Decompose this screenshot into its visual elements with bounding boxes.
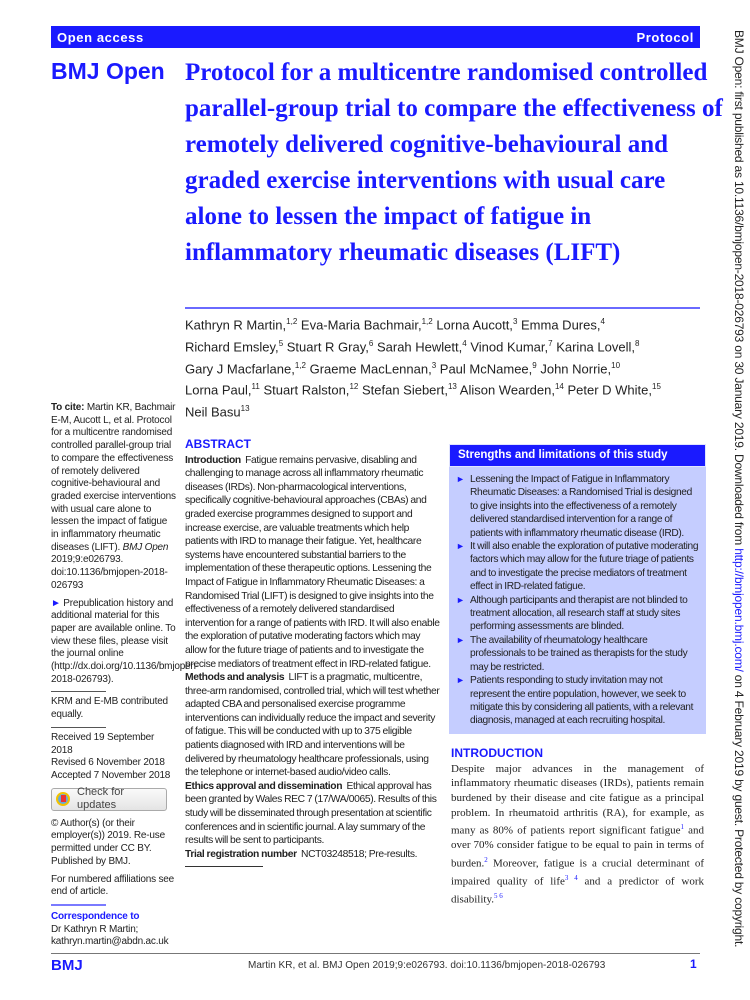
open-access-label: Open access: [57, 29, 144, 45]
journal-link[interactable]: http://bmjopen.bmj.com/: [732, 548, 746, 672]
author-name: Neil Basu: [185, 404, 241, 420]
correspondence-email[interactable]: kathryn.martin@abdn.ac.uk: [51, 936, 169, 948]
author-name: Paul McNamee,: [439, 360, 533, 376]
revised-date: Revised 6 November 2018: [51, 757, 165, 769]
author-name: John Norrie,: [540, 360, 612, 376]
margin-text: BMJ Open: first published as 10.1136/bmjopen-2018-026793 on 30 January 2019. Downloaded from: [732, 30, 746, 549]
abstract-registration: [185, 848, 443, 862]
reference-link[interactable]: 1: [680, 823, 684, 832]
author-name: Alison Wearden,: [459, 382, 555, 398]
item-text: Patients responding to study invitation may not represent the entire population, however, we seek to mitigate this by considering all patients, with a relevant diagnosis, managed at each recruiting hospital.: [470, 675, 694, 727]
section-text: NCT03248518; Pre-results.: [301, 848, 418, 860]
item-text: The availability of rheumatology healthcare professionals to be trained as therapists for the study may be restricted.: [470, 634, 688, 673]
list-item: [456, 634, 700, 674]
copyright-note: © Author(s) (or their employer(s)) 2019. Re-use permitted under CC BY. Published by BMJ.: [51, 817, 165, 867]
cite-label: To cite:: [51, 402, 85, 413]
arrow-icon: ►: [51, 597, 61, 609]
list-item: [456, 674, 700, 728]
introduction-heading: INTRODUCTION: [451, 745, 543, 760]
cite-text: Martin KR, Bachmair E-M, Aucott L, et al. Protocol for a multicentre randomised controlled parallel-group trial to compare the effectiveness of remotely delivered cognitive-behavioural and graded exercise interventions with usual care alone to lessen the impact of fatigue in inflammatory rheumatic diseases (LIFT).: [51, 402, 176, 553]
affiliation-marker: 10: [611, 360, 621, 370]
affiliation-marker: 8: [634, 338, 640, 348]
author-name: Graeme MacLennan,: [309, 360, 432, 376]
title-divider: [185, 307, 700, 309]
divider: [51, 904, 106, 906]
prepub-text[interactable]: Prepublication history and additional material for this paper are available online. To view these files, please visit the journal online (http://dx.doi.org/10.1136/bmjopen-2018-026793).: [51, 597, 199, 685]
divider: [51, 727, 106, 728]
margin-note: [732, 30, 746, 947]
affiliation-marker: 7: [548, 338, 553, 348]
author-name: Vinod Kumar,: [470, 339, 549, 355]
list-item: [456, 594, 700, 634]
abstract-ethics: [185, 780, 443, 848]
section-text: Fatigue remains pervasive, disabling and challenging to manage across all inflammatory rheumatic diseases (IRDs). Non-pharmacological interventions, specifically cognitive-behavioural approaches (CBAs) and graded exercise programmes designed to support and increase exercise, are valuable treatments which help patients with IRD to manage their fatigue. Yet, healthcare systems have encountered substantial barriers to the implementation of these therapeutic options. Lessening the Impact of Fatigue in Inflammatory Rheumatic Diseases: a Randomised Trial (LIFT) is designed to give insights into the effectiveness of a remotely delivered standardised intervention for a range of patients with IRD. It will also enable the exploration of putative moderating factors which may allow for the future triage of patients and to investigate the precise mediators of treatment effect in IRD-related fatigue.: [185, 454, 440, 670]
strengths-limitations-box: [449, 444, 706, 734]
arrow-icon: ►: [456, 474, 465, 484]
author-name: Emma Dures,: [521, 317, 601, 333]
section-label: Trial registration number: [185, 848, 297, 860]
author-name: Stuart R Gray,: [286, 339, 369, 355]
section-label: Introduction: [185, 454, 241, 466]
reference-link[interactable]: 3 4: [564, 874, 578, 883]
received-date: Received 19 September 2018: [51, 731, 155, 756]
check-updates-button[interactable]: [51, 788, 167, 811]
author-name: Eva-Maria Bachmair,: [300, 317, 422, 333]
prepub-note: [51, 597, 199, 687]
correspondence-label: Correspondence to: [51, 910, 140, 922]
affiliation-marker: 5: [278, 338, 284, 348]
abstract-introduction: [185, 454, 443, 672]
affiliation-marker: 6: [368, 338, 374, 348]
affiliation-marker: 4: [600, 317, 605, 326]
abstract-heading: ABSTRACT: [185, 437, 251, 451]
footer-divider: [51, 953, 700, 954]
article-title: Protocol for a multicentre randomised controlled parallel-group trial to compare the effectiveness of remotely delivered cognitive-behavioural and graded exercise interventions with usual care alone to lessen the impact of fatigue in inflammatory rheumatic diseases (LIFT): [185, 59, 723, 266]
text: and a predictor of work disability.: [451, 875, 705, 907]
section-text: Ethical approval has been granted by Wales REC 7 (17/WA/0065). Results of this study will be disseminated through presentation at scientific conferences and in scientific journal. A lay summary of the results will be sent to participants.: [185, 780, 437, 847]
cite-journal: BMJ Open: [122, 541, 169, 553]
sidebar: [51, 402, 199, 949]
reference-link[interactable]: 2: [484, 855, 488, 864]
affiliations-note: For numbered affiliations see end of article.: [51, 873, 174, 898]
abstract-methods: [185, 671, 443, 780]
arrow-icon: ►: [456, 675, 465, 686]
contribution-note: KRM and E-MB contributed equally.: [51, 696, 168, 721]
affiliation-marker: 1,2: [421, 317, 433, 326]
affiliation-marker: 11: [251, 382, 260, 392]
author-name: Sarah Hewlett,: [376, 339, 463, 355]
item-text: Although participants and therapist are not blinded to treatment allocation, all research staff at study sites performing assessments are blinded.: [470, 594, 688, 633]
author-name: Peter D White,: [567, 382, 652, 398]
introduction-section: [449, 746, 706, 908]
cite-ref: 2019;9:e026793. doi:10.1136/bmjopen-2018-026793: [51, 554, 168, 591]
cite-block: [51, 402, 177, 593]
section-text: LIFT is a pragmatic, multicentre, three-arm randomised, controlled trial, which will test whether adapted CBA and personalised exercise programme interventions can individually reduce the impact and severity of fatigue. This will be conducted with up to 375 eligible patients diagnosed with IRD and interventions will be delivered by rheumatology healthcare professionals, using the telephone or internet-based audio/video calls.: [185, 672, 440, 779]
divider: [51, 691, 106, 692]
affiliation-marker: 9: [532, 360, 537, 370]
arrow-icon: ►: [456, 594, 465, 605]
affiliation-marker: 3: [512, 317, 518, 326]
bmj-logo: BMJ: [51, 957, 83, 974]
affiliation-marker: 4: [462, 338, 467, 348]
affiliation-marker: 13: [447, 382, 457, 392]
right-column: [449, 444, 706, 908]
page-number: 1: [690, 957, 697, 971]
text: and over 70% consider fatigue to be equal to pain in terms of burden.: [451, 824, 704, 870]
footer-citation: Martin KR, et al. BMJ Open 2019;9:e026793. doi:10.1136/bmjopen-2018-026793: [248, 960, 606, 971]
author-list: [185, 313, 725, 422]
item-text: It will also enable the exploration of putative moderating factors which may allow for the future triage of patients and to investigate the precise mediators of treatment effect in IRD-related fatigue.: [470, 541, 699, 593]
reference-link[interactable]: 5 6: [493, 892, 503, 901]
margin-text: on 4 February 2019 by guest. Protected by copyright.: [732, 671, 746, 948]
affiliation-marker: 1,2: [294, 360, 306, 370]
author-name: Stuart Ralston,: [263, 382, 350, 398]
section-label: Methods and analysis: [185, 672, 285, 684]
item-text: Lessening the Impact of Fatigue in Inflammatory Rheumatic Diseases: a Randomised Trial is designed to give insights into the effectiveness of a remotely delivered standardised intervention for a range of patients with inflammatory rheumatic disease (IRD).: [470, 474, 692, 539]
author-name: Gary J Macfarlane,: [185, 360, 295, 376]
strengths-heading: Strengths and limitations of this study: [449, 444, 706, 467]
affiliation-marker: 14: [554, 382, 564, 392]
author-name: Lorna Aucott,: [436, 317, 513, 333]
crossmark-icon: [56, 792, 70, 806]
affiliation-marker: 3: [431, 360, 437, 370]
text: Despite major advances in the management of inflammatory rheumatic diseases (IRDs), patients remain burdened by their disease and cite fatigue as a principal problem. In rheumatoid arthritis (RA), for example, as many as 80% of patients report significant fatigue: [451, 762, 704, 837]
list-item: [456, 540, 700, 594]
author-name: Karina Lovell,: [556, 339, 635, 355]
affiliation-marker: 15: [652, 382, 661, 392]
affiliation-marker: 13: [240, 404, 250, 414]
author-name: Lorna Paul,: [185, 382, 252, 398]
introduction-text: [451, 762, 704, 908]
divider: [185, 866, 263, 867]
arrow-icon: ►: [456, 634, 465, 645]
correspondence-name: Dr Kathryn R Martin;: [51, 923, 139, 935]
author-name: Kathryn R Martin,: [185, 317, 287, 333]
author-name: Richard Emsley,: [185, 339, 279, 355]
check-updates-label: Check for updates: [77, 786, 125, 812]
accepted-date: Accepted 7 November 2018: [51, 769, 171, 781]
author-name: Stefan Siebert,: [361, 382, 448, 398]
article-type-label: Protocol: [636, 29, 694, 45]
affiliation-marker: 12: [349, 382, 359, 392]
section-label: Ethics approval and dissemination: [185, 780, 343, 792]
arrow-icon: ►: [456, 541, 465, 552]
list-item: [456, 473, 700, 540]
text: Moreover, fatigue is a crucial determinant of impaired quality of life: [451, 857, 704, 888]
abstract: [185, 438, 443, 867]
affiliation-marker: 1,2: [286, 317, 298, 326]
section-header-bar: [51, 26, 700, 48]
journal-logo: BMJ Open: [51, 58, 165, 84]
